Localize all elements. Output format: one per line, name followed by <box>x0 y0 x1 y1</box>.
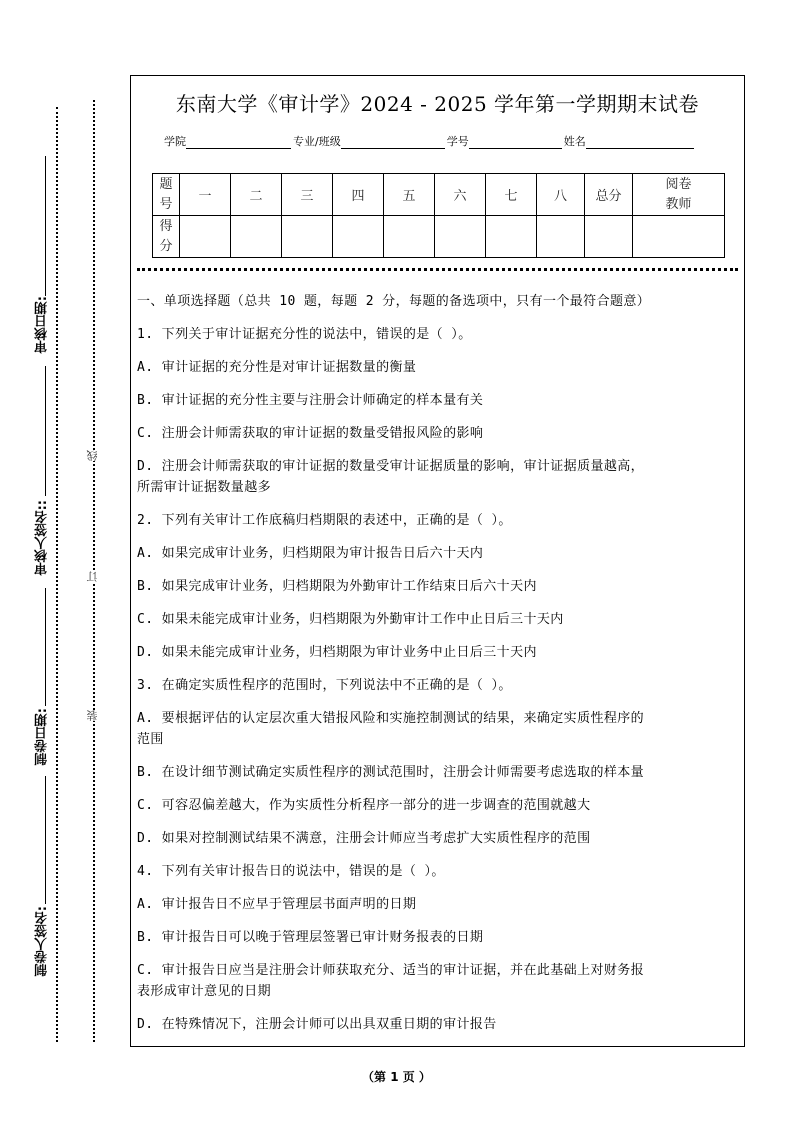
college-label: 学院 <box>164 135 186 148</box>
page-number: （第 1 页 ） <box>362 1070 431 1084</box>
question-4-option-a: A. 审计报告日不应早于管理层书面声明的日期 <box>137 897 417 912</box>
score-cell-8[interactable] <box>537 216 585 258</box>
section-heading: 一、单项选择题（总共 10 题，每题 2 分，每题的备选项中，只有一个最符合题意） <box>137 294 651 309</box>
question-3-option-d: D. 如果对控制测试结果不满意，注册会计师应当考虑扩大实质性程序的范围 <box>137 831 591 846</box>
major-class-field[interactable] <box>341 136 445 149</box>
cut-mark-ding: 订 <box>86 571 99 582</box>
question-2-option-c: C. 如果未能完成审计业务，归档期限为外勤审计工作中止日后三十天内 <box>137 612 564 627</box>
col-3: 三 <box>282 174 333 216</box>
question-4-stem: 4. 下列有关审计报告日的说法中，错误的是（ ）。 <box>137 864 445 879</box>
col-6: 六 <box>435 174 486 216</box>
score-cell-2[interactable] <box>231 216 282 258</box>
cut-mark-xian: 线 <box>86 450 99 461</box>
col-5: 五 <box>384 174 435 216</box>
question-2-option-b: B. 如果完成审计业务，归档期限为外勤审计工作结束日后六十天内 <box>137 579 537 594</box>
question-3-option-c: C. 可容忍偏差越大，作为实质性分析程序一部分的进一步调查的范围就越大 <box>137 798 591 813</box>
score-cell-total[interactable] <box>585 216 633 258</box>
name-field[interactable] <box>586 136 694 149</box>
student-info-row <box>164 133 696 149</box>
score-header: 得 分 <box>153 216 180 258</box>
col-grader: 阅卷 教师 <box>633 174 725 216</box>
question-4-option-d: D. 在特殊情况下，注册会计师可以出具双重日期的审计报告 <box>137 1017 497 1032</box>
reviewer-sign-line <box>45 366 46 496</box>
question-1-option-b: B. 审计证据的充分性主要与注册会计师确定的样本量有关 <box>137 393 484 408</box>
reviewer-date-line <box>45 156 46 296</box>
binding-dotted-line-outer <box>56 107 58 1042</box>
question-1-option-d: D. 注册会计师需获取的审计证据的数量受审计证据质量的影响，审计证据质量越高， <box>137 459 645 474</box>
score-cell-4[interactable] <box>333 216 384 258</box>
name-label: 姓名 <box>563 135 586 148</box>
question-4-option-c-cont: 表形成审计意见的日期 <box>137 984 272 999</box>
question-1-option-d-cont: 所需审计证据数量越多 <box>137 480 272 495</box>
col-8: 八 <box>537 174 585 216</box>
question-2-option-d: D. 如果未能完成审计业务，归档期限为审计业务中止日后三十天内 <box>137 645 537 660</box>
dotted-separator <box>137 268 738 271</box>
col-total: 总分 <box>585 174 633 216</box>
maker-date-label: 制卷日期: <box>35 708 50 766</box>
college-field[interactable] <box>186 136 291 149</box>
question-4-option-c: C. 审计报告日应当是注册会计师获取充分、适当的审计证据，并在此基础上对财务报 <box>137 963 645 978</box>
question-4-option-b: B. 审计报告日可以晚于管理层签署已审计财务报表的日期 <box>137 930 484 945</box>
col-7: 七 <box>486 174 537 216</box>
question-3-option-a-cont: 范围 <box>137 732 164 747</box>
exam-frame <box>130 75 745 1047</box>
exam-title: 东南大学《审计学》2024 - 2025 学年第一学期期末试卷 <box>175 92 700 116</box>
col-2: 二 <box>231 174 282 216</box>
question-1-stem: 1. 下列关于审计证据充分性的说法中，错误的是（ ）。 <box>137 327 472 342</box>
score-cell-1[interactable] <box>180 216 231 258</box>
question-3-option-b: B. 在设计细节测试确定实质性程序的测试范围时，注册会计师需要考虑选取的样本量 <box>137 765 645 780</box>
question-number-header: 题 号 <box>153 174 180 216</box>
score-cell-3[interactable] <box>282 216 333 258</box>
maker-sign-line <box>45 776 46 904</box>
question-1-option-c: C. 注册会计师需获取的审计证据的数量受错报风险的影响 <box>137 426 484 441</box>
score-table <box>152 173 725 258</box>
question-2-stem: 2. 下列有关审计工作底稿归档期限的表述中，正确的是（ ）。 <box>137 513 512 528</box>
question-3-stem: 3. 在确定实质性程序的范围时，下列说法中不正确的是（ ）。 <box>137 678 512 693</box>
score-cell-5[interactable] <box>384 216 435 258</box>
col-1: 一 <box>180 174 231 216</box>
score-cell-grader[interactable] <box>633 216 725 258</box>
cut-mark-zhuang: 装 <box>86 710 99 721</box>
reviewer-date-label: 审核日期: <box>35 296 50 354</box>
score-cell-6[interactable] <box>435 216 486 258</box>
student-id-label: 学号 <box>446 135 469 148</box>
score-table-header-row <box>153 174 725 216</box>
col-4: 四 <box>333 174 384 216</box>
student-id-field[interactable] <box>469 136 562 149</box>
maker-sign-label: 制卷人签名: <box>35 906 50 977</box>
reviewer-sign-label: 审核人签名:: <box>35 500 50 576</box>
question-1-option-a: A. 审计证据的充分性是对审计证据数量的衡量 <box>137 360 417 375</box>
question-2-option-a: A. 如果完成审计业务，归档期限为审计报告日后六十天内 <box>137 546 484 561</box>
major-class-label: 专业/班级 <box>293 135 341 148</box>
maker-date-line <box>45 588 46 706</box>
score-table-score-row <box>153 216 725 258</box>
question-3-option-a: A. 要根据评估的认定层次重大错报风险和实施控制测试的结果，来确定实质性程序的 <box>137 711 645 726</box>
score-cell-7[interactable] <box>486 216 537 258</box>
